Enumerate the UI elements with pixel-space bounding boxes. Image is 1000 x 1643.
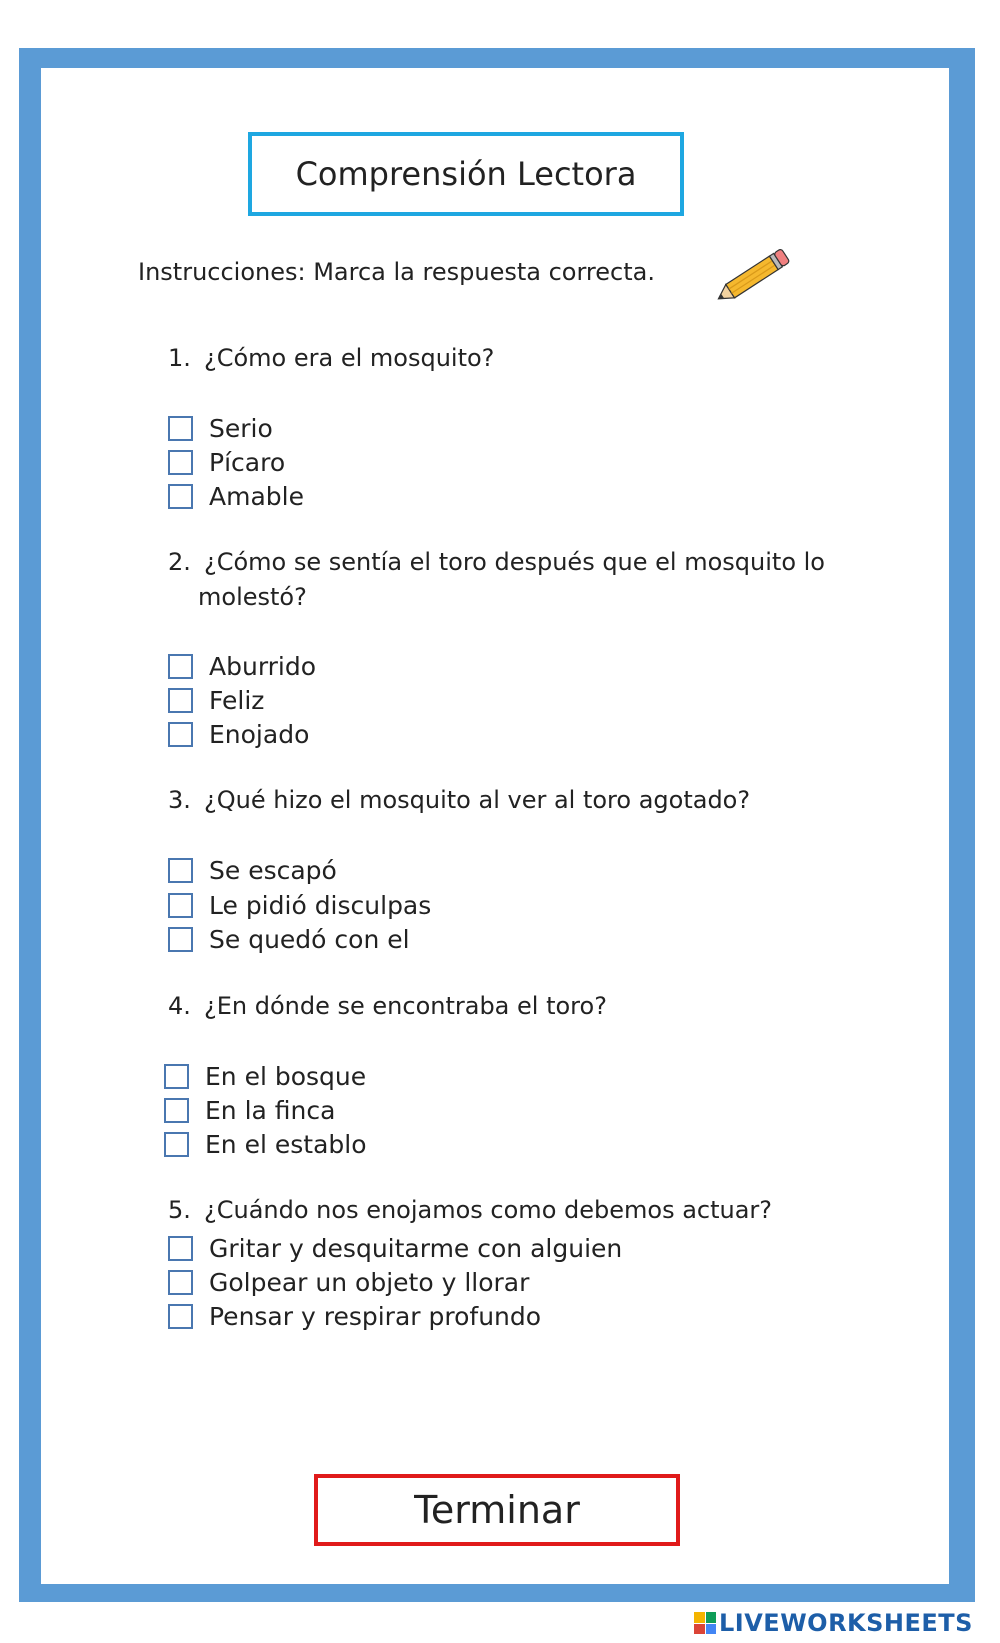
option-label: En el establo [205,1130,367,1159]
question-text: ¿Cómo era el mosquito? [204,344,495,372]
question-2 [168,545,825,615]
option-q5-a[interactable] [168,1234,622,1263]
question-4 [168,989,607,1024]
liveworksheets-logo-icon [694,1612,716,1634]
option-label: En la finca [205,1096,336,1125]
question-number: 2. [168,548,191,576]
pencil-icon [708,244,796,310]
option-q4-c[interactable] [164,1130,367,1159]
checkbox-icon[interactable] [168,1270,193,1295]
brand-logo [694,1608,973,1638]
option-q1-b[interactable] [168,448,285,477]
option-q3-c[interactable] [168,925,410,954]
option-q5-b[interactable] [168,1268,529,1297]
checkbox-icon[interactable] [168,893,193,918]
checkbox-icon[interactable] [168,858,193,883]
checkbox-icon[interactable] [168,688,193,713]
option-label: Golpear un objeto y llorar [209,1268,530,1297]
question-1 [168,341,494,376]
option-label: Serio [209,414,273,443]
question-number: 3. [168,786,191,814]
question-text: ¿Qué hizo el mosquito al ver al toro agotado? [204,786,751,814]
option-q3-b[interactable] [168,891,431,920]
option-q4-a[interactable] [164,1062,366,1091]
option-label: Feliz [209,686,265,715]
checkbox-icon[interactable] [168,484,193,509]
checkbox-icon[interactable] [168,416,193,441]
option-label: En el bosque [205,1062,367,1091]
checkbox-icon[interactable] [164,1132,189,1157]
page-title [248,132,684,216]
option-label: Le pidió disculpas [209,891,432,920]
question-number: 1. [168,344,191,372]
brand-name: LIVEWORKSHEETS [719,1609,973,1637]
option-q1-c[interactable] [168,482,304,511]
option-q4-b[interactable] [164,1096,335,1125]
question-number: 5. [168,1196,191,1224]
question-text: ¿Cuándo nos enojamos como debemos actuar? [204,1196,773,1224]
checkbox-icon[interactable] [168,1304,193,1329]
checkbox-icon[interactable] [168,654,193,679]
checkbox-icon[interactable] [164,1098,189,1123]
finish-button[interactable]: Terminar [314,1474,680,1546]
option-q2-b[interactable] [168,686,264,715]
instructions-text: Instrucciones: Marca la respuesta correcta. [138,258,655,286]
option-label: Se escapó [209,856,337,885]
question-number: 4. [168,992,191,1020]
page-title-text: Comprensión Lectora [295,155,637,193]
option-label: Se quedó con el [209,925,410,954]
checkbox-icon[interactable] [168,927,193,952]
checkbox-icon[interactable] [168,450,193,475]
option-q3-a[interactable] [168,856,337,885]
question-5 [168,1193,772,1228]
option-label: Amable [209,482,304,511]
option-q2-c[interactable] [168,720,309,749]
option-label: Gritar y desquitarme con alguien [209,1234,623,1263]
checkbox-icon[interactable] [168,722,193,747]
option-q2-a[interactable] [168,652,316,681]
option-label: Pícaro [209,448,286,477]
option-label: Aburrido [209,652,317,681]
option-label: Pensar y respirar profundo [209,1302,542,1331]
option-q1-a[interactable] [168,414,273,443]
question-text: ¿Cómo se sentía el toro después que el mosquito lo [204,548,825,576]
checkbox-icon[interactable] [164,1064,189,1089]
option-label: Enojado [209,720,310,749]
question-text-continued: molestó? [198,583,307,611]
question-text: ¿En dónde se encontraba el toro? [204,992,607,1020]
question-3 [168,783,750,818]
option-q5-c[interactable] [168,1302,541,1331]
checkbox-icon[interactable] [168,1236,193,1261]
worksheet-sheet [41,68,949,1584]
